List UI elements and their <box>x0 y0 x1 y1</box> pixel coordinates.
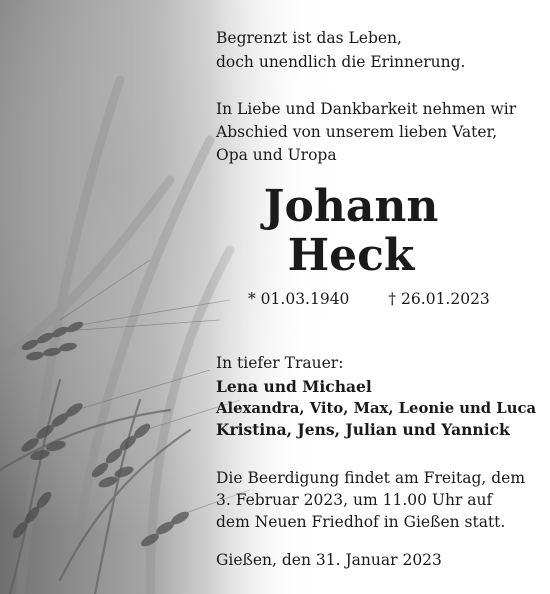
intro-line-2: Abschied von unserem lieben Vater, <box>216 123 498 141</box>
funeral-line-3: dem Neuen Friedhof in Gießen statt. <box>216 513 506 531</box>
deceased-first-name: Johann <box>263 181 439 232</box>
death-date: † 26.01.2023 <box>388 290 490 308</box>
quote-line-2: doch unendlich die Erinnerung. <box>216 53 466 71</box>
quote-line-1: Begrenzt ist das Leben, <box>216 29 402 47</box>
mourners-line-3: Kristina, Jens, Julian und Yannick <box>216 420 510 439</box>
place-date: Gießen, den 31. Januar 2023 <box>216 551 442 569</box>
mourners-heading: In tiefer Trauer: <box>216 354 344 372</box>
funeral-line-2: 3. Februar 2023, um 11.00 Uhr auf <box>216 491 493 509</box>
intro-line-3: Opa und Uropa <box>216 146 337 164</box>
intro-line-1: In Liebe und Dankbarkeit nehmen wir <box>216 100 517 118</box>
mourners-line-1: Lena und Michael <box>216 377 372 396</box>
deceased-last-name: Heck <box>287 230 415 281</box>
birth-date: * 01.03.1940 <box>248 290 350 308</box>
funeral-line-1: Die Beerdigung findet am Freitag, dem <box>216 469 526 487</box>
mourners-line-2: Alexandra, Vito, Max, Leonie und Luca <box>216 400 537 417</box>
life-dates <box>248 288 490 310</box>
